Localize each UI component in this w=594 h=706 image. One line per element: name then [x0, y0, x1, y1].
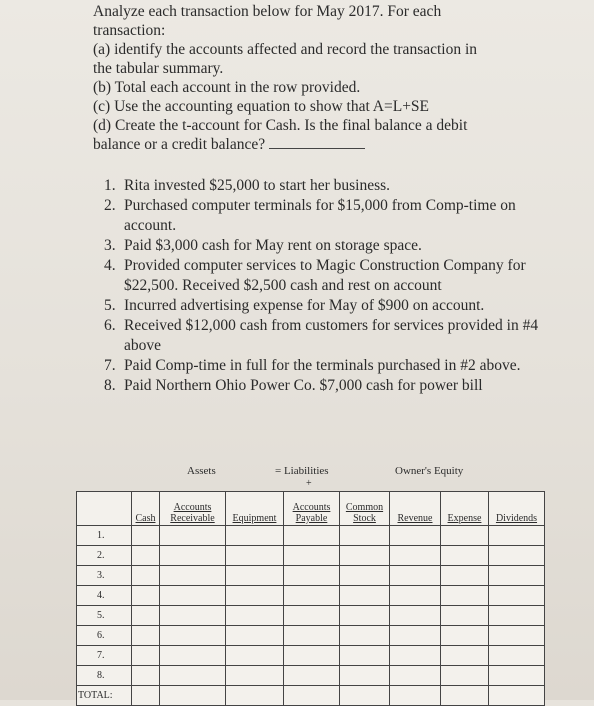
transaction-item: [104, 256, 552, 296]
entry-cell[interactable]: [441, 526, 489, 546]
transaction-number: 8.: [104, 377, 116, 394]
entry-cell[interactable]: [390, 606, 441, 626]
entry-cell[interactable]: [489, 526, 545, 546]
tabular-summary: [76, 491, 545, 706]
answer-blank: [269, 136, 365, 149]
transaction-item: [104, 296, 552, 316]
entry-cell[interactable]: [160, 606, 226, 626]
entry-cell[interactable]: [284, 626, 340, 646]
column-header: Accounts Payable: [284, 492, 340, 526]
entry-cell[interactable]: [226, 626, 284, 646]
instructions: [93, 2, 563, 154]
entry-cell[interactable]: [441, 626, 489, 646]
entry-cell[interactable]: [340, 686, 390, 706]
owners-equity-header: Owner's Equity: [395, 465, 464, 477]
entry-cell[interactable]: [284, 586, 340, 606]
entry-cell[interactable]: [340, 646, 390, 666]
transaction-text: Paid $3,000 cash for May rent on storage space.: [124, 237, 422, 254]
entry-cell[interactable]: [226, 666, 284, 686]
table-row: [77, 526, 545, 546]
row-label: 5.: [77, 606, 132, 626]
column-header: Expense: [441, 492, 489, 526]
transaction-text: Provided computer services to Magic Construction Company for $22,500. Received $2,500 cash and rest on account: [124, 257, 526, 294]
entry-cell[interactable]: [132, 586, 160, 606]
entry-cell[interactable]: [226, 606, 284, 626]
entry-cell[interactable]: [441, 666, 489, 686]
transaction-number: 7.: [104, 357, 116, 374]
transaction-text: Rita invested $25,000 to start her business.: [124, 177, 391, 194]
transaction-number: 2.: [104, 197, 116, 214]
table-row: [77, 626, 545, 646]
transaction-number: 6.: [104, 317, 116, 334]
entry-cell[interactable]: [132, 566, 160, 586]
transaction-item: [104, 356, 552, 376]
entry-cell[interactable]: [284, 526, 340, 546]
entry-cell[interactable]: [226, 646, 284, 666]
table-row: [77, 666, 545, 686]
entry-cell[interactable]: [160, 666, 226, 686]
table-row: [77, 546, 545, 566]
entry-cell[interactable]: [390, 686, 441, 706]
instruction-b: (b) Total each account in the row provided.: [93, 79, 361, 96]
assets-header: Assets: [187, 465, 216, 477]
entry-cell[interactable]: [132, 686, 160, 706]
entry-cell[interactable]: [441, 566, 489, 586]
column-header: Revenue: [390, 492, 441, 526]
entry-cell[interactable]: [390, 646, 441, 666]
entry-cell[interactable]: [390, 526, 441, 546]
entry-cell[interactable]: [390, 546, 441, 566]
entry-cell[interactable]: [132, 646, 160, 666]
entry-cell[interactable]: [441, 686, 489, 706]
entry-cell[interactable]: [489, 606, 545, 626]
transaction-number: 1.: [104, 177, 116, 194]
entry-cell[interactable]: [441, 586, 489, 606]
row-label: 3.: [77, 566, 132, 586]
entry-cell[interactable]: [489, 626, 545, 646]
row-label: 8.: [77, 666, 132, 686]
entry-cell[interactable]: [489, 566, 545, 586]
transaction-text: Paid Northern Ohio Power Co. $7,000 cash for power bill: [124, 377, 483, 394]
entry-cell[interactable]: [160, 546, 226, 566]
entry-cell[interactable]: [390, 626, 441, 646]
entry-cell[interactable]: [489, 646, 545, 666]
entry-cell[interactable]: [160, 686, 226, 706]
row-label: 2.: [77, 546, 132, 566]
transaction-item: [104, 196, 552, 236]
entry-cell[interactable]: [390, 586, 441, 606]
entry-cell[interactable]: [340, 606, 390, 626]
table-row: [77, 586, 545, 606]
entry-cell[interactable]: [160, 646, 226, 666]
entry-cell[interactable]: [441, 546, 489, 566]
entry-cell[interactable]: [340, 626, 390, 646]
row-label: 4.: [77, 586, 132, 606]
transaction-text: Received $12,000 cash from customers for services provided in #4 above: [124, 317, 539, 354]
table-row: [77, 606, 545, 626]
row-label: 1.: [77, 526, 132, 546]
entry-cell[interactable]: [132, 666, 160, 686]
entry-cell[interactable]: [160, 586, 226, 606]
entry-cell[interactable]: [340, 586, 390, 606]
transaction-item: [104, 236, 552, 256]
table-header-row: [77, 492, 545, 526]
entry-cell[interactable]: [340, 666, 390, 686]
instruction-a: (a) identify the accounts affected and record the transaction in: [93, 41, 478, 58]
entry-cell[interactable]: [284, 646, 340, 666]
row-label: 6.: [77, 626, 132, 646]
transaction-item: [104, 376, 552, 396]
entry-cell[interactable]: [489, 546, 545, 566]
transaction-number: 3.: [104, 237, 116, 254]
instruction-d-cont: [93, 135, 563, 154]
entry-cell[interactable]: [489, 666, 545, 686]
column-header: Cash: [132, 492, 160, 526]
entry-cell[interactable]: [441, 606, 489, 626]
instruction-d: (d) Create the t-account for Cash. Is the final balance a debit: [93, 117, 468, 134]
column-header: Accounts Receivable: [160, 492, 226, 526]
table-row: [77, 646, 545, 666]
transaction-text: Paid Comp-time in full for the terminals purchased in #2 above.: [124, 357, 521, 374]
entry-cell[interactable]: [160, 566, 226, 586]
instruction-line: transaction:: [93, 22, 166, 39]
row-label: 7.: [77, 646, 132, 666]
liabilities-header: = Liabilities: [275, 465, 329, 477]
entry-cell[interactable]: [284, 546, 340, 566]
entry-cell[interactable]: [340, 546, 390, 566]
table-row: [77, 566, 545, 586]
entry-cell[interactable]: [441, 646, 489, 666]
entry-cell[interactable]: [390, 566, 441, 586]
instruction-line: Analyze each transaction below for May 2017. For each: [93, 3, 442, 20]
entry-cell[interactable]: [226, 586, 284, 606]
column-header: Equipment: [226, 492, 284, 526]
entry-cell[interactable]: [226, 546, 284, 566]
instruction-a-cont: the tabular summary.: [93, 60, 224, 77]
entry-cell[interactable]: [284, 666, 340, 686]
transaction-item: [104, 316, 552, 356]
entry-cell[interactable]: [226, 526, 284, 546]
transaction-text: Incurred advertising expense for May of $900 on account.: [124, 297, 485, 314]
entry-cell[interactable]: [340, 566, 390, 586]
column-header: Dividends: [489, 492, 545, 526]
transaction-number: 5.: [104, 297, 116, 314]
instruction-c: (c) Use the accounting equation to show that A=L+SE: [93, 98, 430, 115]
entry-cell[interactable]: [226, 566, 284, 586]
table-row: [77, 686, 545, 706]
entry-cell[interactable]: [284, 606, 340, 626]
entry-cell[interactable]: [132, 626, 160, 646]
transaction-text: Purchased computer terminals for $15,000 from Comp-time on account.: [124, 197, 516, 234]
total-label: TOTAL:: [77, 686, 132, 706]
entry-cell[interactable]: [160, 526, 226, 546]
row-label-header: [77, 492, 132, 526]
entry-cell[interactable]: [340, 526, 390, 546]
entry-cell[interactable]: [489, 686, 545, 706]
entry-cell[interactable]: [132, 546, 160, 566]
entry-cell[interactable]: [132, 526, 160, 546]
column-header: Common Stock: [340, 492, 390, 526]
transaction-item: [104, 176, 552, 196]
entry-cell[interactable]: [390, 666, 441, 686]
entry-cell[interactable]: [489, 586, 545, 606]
entry-cell[interactable]: [132, 606, 160, 626]
plus-sign: +: [306, 478, 312, 489]
transaction-number: 4.: [104, 257, 116, 274]
entry-cell[interactable]: [226, 686, 284, 706]
entry-cell[interactable]: [284, 566, 340, 586]
transaction-list: [104, 176, 552, 396]
entry-cell[interactable]: [160, 626, 226, 646]
instruction-d-text: balance or a credit balance?: [93, 136, 266, 153]
entry-cell[interactable]: [284, 686, 340, 706]
